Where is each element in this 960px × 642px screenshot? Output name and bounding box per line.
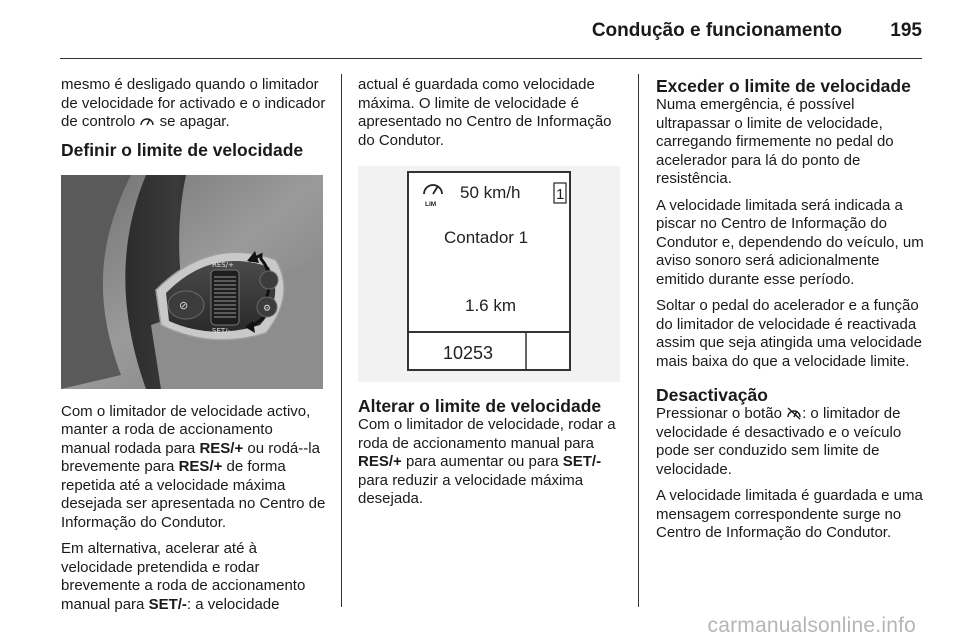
limiter-off-icon [786, 406, 802, 420]
section-heading: Desactivação [656, 385, 768, 405]
set-label: SET/- [212, 326, 231, 335]
paragraph: Com o limitador de velocidade activo, manter a roda de accionamento manual rodada para RES/+ ou rodá--la brevemente para RES/+ de forma repetida até a velocidade máxima desejada ser apresentada no Centro de Informação do Condutor. [61, 402, 326, 531]
column-divider-1 [341, 74, 342, 607]
paragraph: Soltar o pedal do acelerador e a função do limitador de velocidade é reactivada assim que seja atingida uma velocidade mais baixa do que a velocidade limite. [656, 297, 922, 370]
section-heading: Alterar o limite de velocidade [358, 396, 602, 416]
display-distance: 1.6 km [465, 296, 517, 315]
page-number: 195 [890, 20, 922, 41]
paragraph: A velocidade limitada será indicada a piscar no Centro de Informação do Condutor e, dependendo do veículo, um aviso sonoro será adicionalmente emitido durante esse período. [656, 196, 924, 288]
speed-limiter-icon [139, 114, 155, 128]
res-label: RES/+ [212, 260, 234, 269]
display-speed: 50 km/h [460, 183, 521, 202]
driver-info-display-figure [358, 166, 620, 382]
paragraph: Em alternativa, acelerar até à velocidade pretendida e rodar brevemente a roda de accionamento manual para SET/-: a velocidade [61, 540, 306, 613]
svg-text:⊘: ⊘ [179, 298, 189, 312]
column-divider-2 [638, 74, 639, 607]
paragraph: Pressionar o botão : o limitador de velocidade é desactivado e o veículo pode ser conduzido sem limite de velocidade. [656, 405, 902, 478]
column-2 [358, 76, 623, 517]
section-heading: Definir o limite de velocidade [61, 139, 304, 160]
page-header [60, 20, 922, 50]
paragraph: actual é guardada como velocidade máxima. O limite de velocidade é apresentado no Centro de Informação do Condutor. [358, 76, 612, 149]
paragraph: A velocidade limitada é guardada e uma mensagem correspondente surge no Centro de Informação do Condutor. [656, 487, 923, 541]
page-title: Condução e funcionamento [591, 20, 842, 41]
display-counter: Contador 1 [444, 228, 529, 247]
column-3 [656, 76, 924, 551]
paragraph: mesmo é desligado quando o limitador de velocidade for activado e o indicador de controlo se apagar. [61, 76, 326, 130]
paragraph: Com o limitador de velocidade, rodar a roda de accionamento manual para RES/+ para aumentar ou para SET/- para reduzir a velocidade máxima desejada. [358, 416, 616, 507]
steering-wheel-figure [61, 175, 323, 389]
svg-text:⚙: ⚙ [263, 303, 272, 314]
paragraph: Numa emergência, é possível ultrapassar o limite de velocidade, carregando firmemente no pedal do acelerador para lá do ponto de resistência. [656, 96, 894, 187]
header-rule [60, 58, 922, 59]
section-heading: Exceder o limite de velocidade [656, 76, 911, 96]
display-badge: 1 [556, 186, 565, 203]
display-odometer: 10253 [443, 343, 494, 363]
lim-label: LIM [425, 201, 437, 208]
watermark: carmanualsonline.info [707, 614, 916, 637]
column-1 [61, 76, 326, 622]
